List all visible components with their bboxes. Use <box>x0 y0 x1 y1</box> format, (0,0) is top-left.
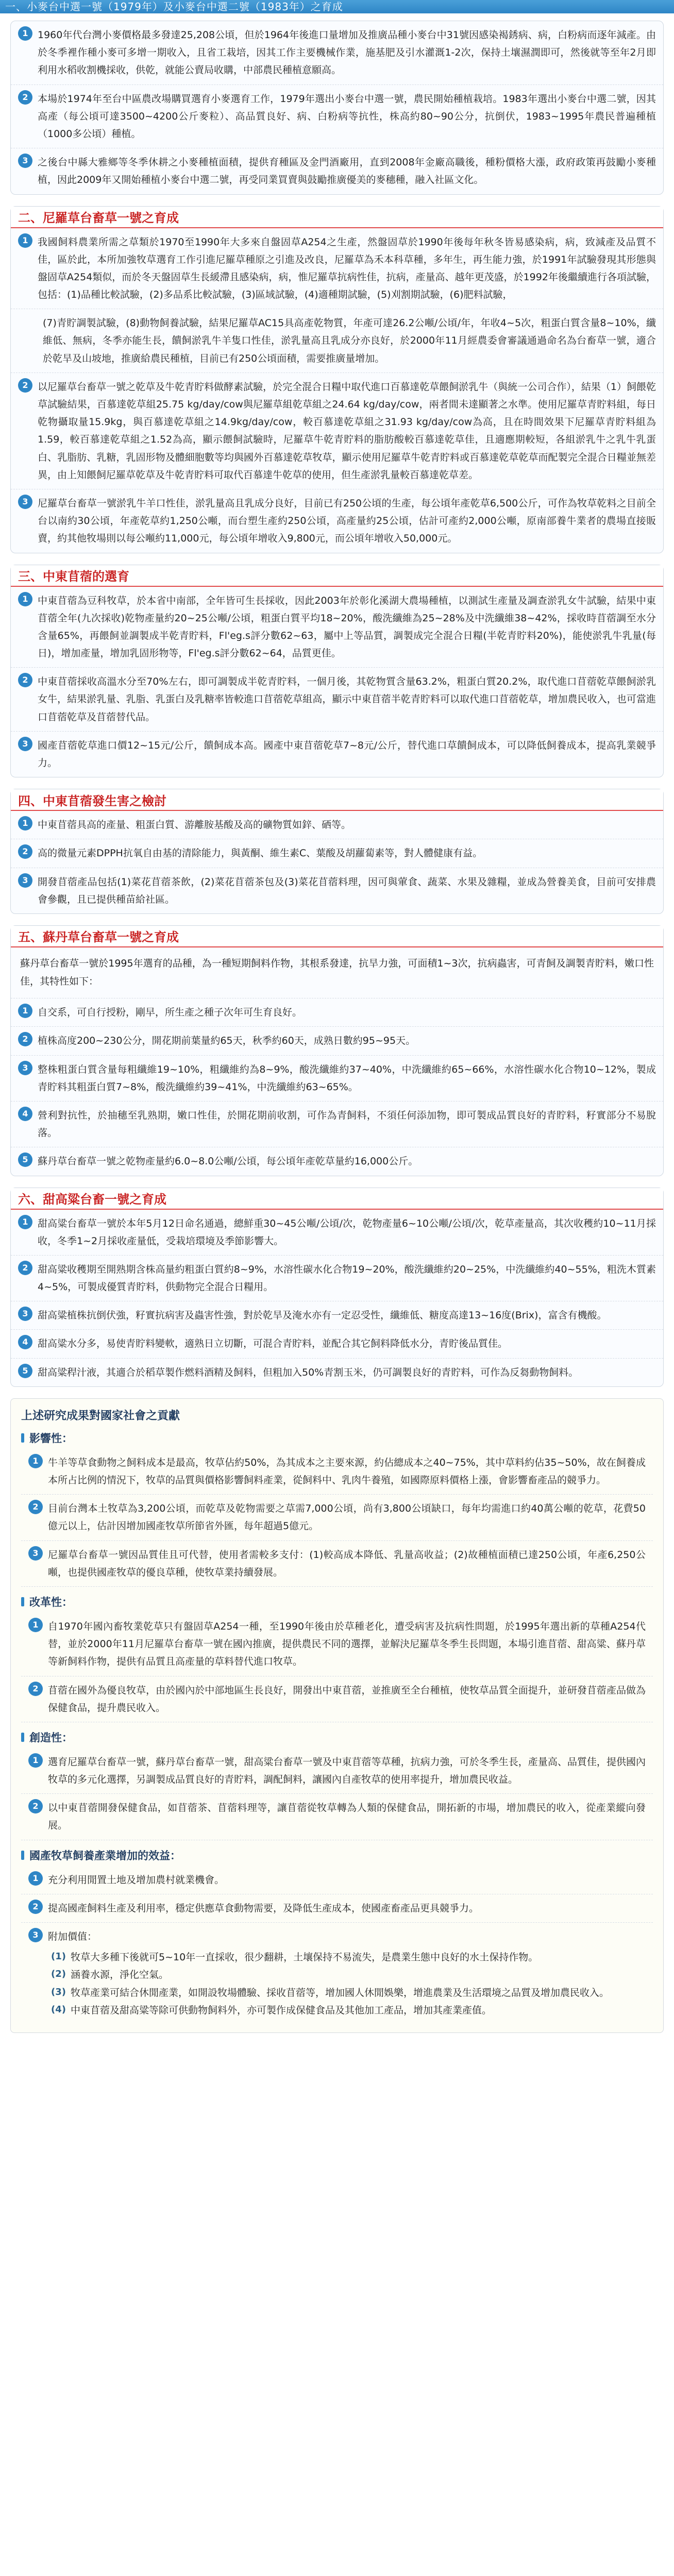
list-item <box>11 309 663 373</box>
item-text: 甜高粱收穫期至開熟期含株高量約粗蛋白質約8~9%，水溶性碳水化合物19~20%，酸洗纖維約20~25%，中洗纖維約40~55%，粗洗木質素4~5%，可製成優質青貯料，供動物完全混合日糧用。 <box>38 1263 656 1293</box>
sub-list-item <box>48 1984 646 2002</box>
list-item <box>11 1301 663 1330</box>
section-title-text: 二、尼羅草台畜草一號之育成 <box>18 211 179 225</box>
sub-item-text: 牧草大多種下後就可5~10年一直採收，很少翻耕，土壤保持不易流失，是農業生態中良好的水土保持作物。 <box>71 1952 538 1963</box>
sub-item-text: 牧草產業可結合休閒產業，如開設牧場體驗、採收苜蓿等，增加國人休閒娛樂，增進農業及生活環境之品質及增加農民收入。 <box>71 1987 610 1998</box>
list-item <box>11 1256 663 1301</box>
item-number: 2 <box>28 1799 43 1814</box>
list-item <box>11 811 663 839</box>
item-text: 選育尼羅草台畜草一號，蘇丹草台畜草一號，甜高粱台畜草一號及中東苜蓿等草種，抗病力強，可於冬季生長，產量高、品質佳，提供國內牧草的多元化選擇，另調製成品質良好的青貯料，調配飼料，讓國內自產牧草的使用率提升，增加農民收益。 <box>48 1756 646 1786</box>
list-item <box>11 1101 663 1147</box>
item-text: 整株粗蛋白質含量每粗纖維19~10%，粗纖維約為8~9%，酸洗纖維約37~40%，中洗纖維約65~66%，水溶性碳水化合物10~12%，製成青貯料其粗蛋白質7~8%，酸洗纖維約39~41%，中洗纖維約63~65%。 <box>38 1063 656 1093</box>
change-heading: 改革性： <box>21 1594 653 1609</box>
list-item <box>21 1676 653 1722</box>
list-item <box>21 1495 653 1540</box>
section-title-text: 四、中東苜蓿發生害之檢討 <box>18 793 166 808</box>
item-text: 中東苜蓿採收高溫水分至70%左右，即可調製成半乾青貯料，一個月後，其乾物質含量63.2%，粗蛋白質20.2%，取代進口苜蓿乾草餵飼淤乳女牛，結果淤乳量、乳脂、乳蛋白及乳糖率皆較進口苜蓿乾草組高，顯示中東苜蓿半乾青貯料可以取代進口苜蓿乾草，增加農民收入，也可當進口苜蓿乾草及苜蓿替代品。 <box>38 676 656 723</box>
sub-list-item <box>48 1948 646 1966</box>
header-title: 一、小麥台中選一號（1979年）及小麥台中選二號（1983年）之育成 <box>5 1 343 13</box>
item-text: 高的微量元素DPPH抗氧自由基的清除能力，與黃酮、維生素C、葉酸及胡蘿蔔素等，對人體健康有益。 <box>38 848 483 859</box>
item-text: 目前台灣本土牧草為3,200公頃，而乾草及乾物需要之草需7,000公頃，尚有3,800公頃缺口，每年均需進口約40萬公噸的乾草，花費50億元以上，估計因增加國產牧草所節省外匯，每年超過5億元。 <box>48 1503 646 1532</box>
list-item <box>11 228 663 310</box>
summary-title: 上述研究成果對國家社會之貢獻 <box>21 1409 180 1422</box>
section-nile-grass <box>10 206 664 553</box>
list-item <box>11 868 663 913</box>
section-title <box>11 926 663 947</box>
list-item <box>11 85 663 149</box>
list-item <box>21 1613 653 1676</box>
section-alfalfa <box>10 565 664 778</box>
item-number: 3 <box>28 1928 43 1942</box>
item-number: 1 <box>18 592 32 606</box>
list-item <box>11 1056 663 1101</box>
list-item <box>11 1027 663 1055</box>
list-item <box>11 1210 663 1256</box>
impact-heading: 影響性： <box>21 1430 653 1446</box>
item-text: 蘇丹草台畜草一號之乾物產量約6.0~8.0公噸/公頃，每公頃年產乾草量約16,000公斤。 <box>38 1156 418 1167</box>
item-text: 苜蓿在國外為優良牧草，由於國內於中部地區生長良好，開發出中東苜蓿，並推廣至全台種植，使牧草品質全面提升，並研發苜蓿產品做為保健食品，提升農民收入。 <box>48 1684 646 1714</box>
item-number: 2 <box>18 673 32 687</box>
list-item <box>11 587 663 668</box>
sub-item-number: (4) <box>51 2004 66 2015</box>
item-number: 3 <box>18 737 32 751</box>
sub-list-item <box>48 1966 646 1984</box>
item-number: 2 <box>18 378 32 393</box>
section-title-text: 五、蘇丹草台畜草一號之育成 <box>18 930 179 945</box>
item-text: 之後台中縣大雅鄉等冬季休耕之小麥種植面積，提供育種區及金門酒廠用，直到2008年金廠高職後，種粉價格大漲，政府政策再鼓勵小麥種植，因此2009年又開始種植小麥台中選二號，再受同業買賣與鼓勵推廣優美的麥穗種，融入社區文化。 <box>38 157 656 186</box>
item-text <box>48 1928 646 2019</box>
item-text: (7)青貯調製試驗，(8)動物飼養試驗，結果尼羅草AC15具高產乾物質，年產可達26.2公噸/公頃/年，年收4~5次，粗蛋白質含量8~10%，纖維低、無病，冬季亦能生長，饋飼淤乳牛羊隻口性佳，淤乳量高且乳成分亦良好，於2000年11月經農委會審議通過命名為台畜草一號，適合於乾旱及山坡地，推廣給農民種植，目前已有250公頃面積，需要推廣量增加。 <box>43 317 656 364</box>
item-number: 3 <box>28 1546 43 1561</box>
item-number: 4 <box>18 1335 32 1349</box>
item-number: 1 <box>28 1454 43 1468</box>
list-item <box>21 1748 653 1794</box>
list-item <box>21 1866 653 1894</box>
section-title-text: 六、甜高粱台畜一號之育成 <box>18 1192 166 1207</box>
list-item <box>11 1359 663 1386</box>
sub-item-number: (3) <box>51 1986 66 1997</box>
item-number: 5 <box>18 1364 32 1378</box>
list-item <box>21 1794 653 1840</box>
sub-item-text: 涵養水源，淨化空氣。 <box>71 1969 169 1981</box>
list-item <box>21 1923 653 2024</box>
list-item <box>21 1449 653 1495</box>
item-number: 2 <box>18 1032 32 1046</box>
item-text: 開發苜蓿產品包括(1)菜花苜蓿茶飲，(2)菜花苜蓿茶包及(3)菜花苜蓿料理，因可與葷食、蔬菜、水果及雜糧，並成為營養美食，目前可安排農會參觀，且已提供種苗給社區。 <box>38 876 656 905</box>
item-number: 1 <box>18 26 32 41</box>
section-alfalfa-review <box>10 789 664 914</box>
item-text: 尼羅草台畜草一號因品質佳且可代替，使用者需較多支付：(1)較高成本降低、乳量高收益；(2)故種植面積已達250公頃，年產6,250公噸，也提供國產牧草的優良草種，使牧草業持續發展。 <box>48 1549 646 1578</box>
item-number: 2 <box>18 90 32 105</box>
section-title <box>11 1188 663 1210</box>
item-text: 中東苜蓿具高的產量、粗蛋白質、游離胺基酸及高的礦物質如鋅、硒等。 <box>38 819 351 831</box>
item-number: 3 <box>18 1061 32 1075</box>
item-text: 1960年代台灣小麥價格最多發達25,208公頃，但於1964年後進口量增加及推廣品種小麥台中31號因感染褐銹病、病，白粉病而逐年減產。由於冬季裡作種小麥可多增一期收入，且省工栽培，因其工作主要機械作業，施基肥及引水灌溉1-2次，保持土壤濕潤即可，然後就等至年2月即利用水稻收割機採收，供乾，就能公賣局收購，中部農民種植意願高。 <box>38 29 656 76</box>
item-text: 自1970年國內畜牧業乾草只有盤固草A254一種，至1990年後由於草種老化，遭受病害及抗病性問題，於1995年選出新的草種A254代替，並於2000年11月尼羅草台畜草一號在國內推廣，提供農民不同的選擇，並解決尼羅草冬季生長問題，本場引進苜蓿、甜高粱、蘇丹草等新飼料作物，提供有品質且高產量的草料替代進口牧草。 <box>48 1620 646 1668</box>
contribution-summary <box>10 1398 664 2033</box>
innovation-heading: 創造性： <box>21 1730 653 1745</box>
item-number: 5 <box>18 1153 32 1167</box>
item-text: 植株高度200~230公分，開花期前葉量約65天，秋季約60天，成熟日數約95~95天。 <box>38 1035 416 1047</box>
sub-item-number: (2) <box>51 1969 66 1980</box>
item-number: 3 <box>18 154 32 168</box>
section-wheat <box>10 21 664 195</box>
item-text: 我國飼料農業所需之草類於1970至1990年大多來自盤固草A254之生產，然盤固草於1990年後每年秋冬皆易感染病，病，致減產及品質不佳，區於此，本所加強牧草選育工作引進尼羅草種原之引進及改良，尼羅草為禾本科草種，多年生，再生能力強，於1991年試驗發現其形態與盤固草A254類似，而於冬天盤固草生長緩滯且感染病，病，惟尼羅草抗病性佳，抗病，產量高、越年更茂盛，於1992年後繼續進行各項試驗，包括：(1)品種比較試驗，(2)多品系比較試驗，(3)區域試驗，(4)適種期試驗，(5)刈割期試驗，(6)肥料試驗， <box>38 236 656 301</box>
list-item <box>11 373 663 489</box>
list-item <box>11 1147 663 1175</box>
item-text: 提高國產飼料生產及利用率，穩定供應草食動物需要，及降低生產成本，使國產畜產品更具競爭力。 <box>48 1902 479 1914</box>
list-item <box>21 1541 653 1587</box>
item-number: 2 <box>28 1682 43 1696</box>
section-sudan-grass <box>10 925 664 1176</box>
item-text: 甜高粱水分多，易使青貯料變軟，適熟日立切斷，可混合青貯料，並配合其它飼料降低水分，青貯後品質佳。 <box>38 1338 508 1350</box>
bottom-spacer <box>0 2040 674 2056</box>
item-lead: 附加價值： <box>48 1931 97 1943</box>
item-text: 甜高粱植株抗倒伏強，籽實抗病害及蟲害性強，對於乾旱及淹水亦有一定忍受性，纖維低、糖度高達13~16度(Brix)，富含有機酸。 <box>38 1310 607 1321</box>
item-number: 1 <box>28 1618 43 1632</box>
item-number: 1 <box>28 1871 43 1886</box>
item-text: 以中東苜蓿開發保健食品，如苜蓿茶、苜蓿料理等，讓苜蓿從牧草轉為人類的保健食品，開拓新的市場，增加農民的收入，從產業縱向發展。 <box>48 1802 646 1832</box>
item-number: 2 <box>28 1900 43 1914</box>
list-item <box>11 148 663 194</box>
item-text: 甜高粱台畜草一號於本年5月12日命名通過，總鮮重30~45公噸/公頃/次，乾物產量6~10公噸/公頃/次，乾草產量高，其次收穫約10~11月採收，冬季1~2月採收產量低，受栽培環境及季節影響大。 <box>38 1217 656 1247</box>
section-title-text: 三、中東苜蓿的選育 <box>18 569 129 584</box>
list-item <box>21 1894 653 1923</box>
section-intro: 蘇丹草台畜草一號於1995年選育的品種，為一種短期飼料作物，其根系發達，抗旱力強，可面積1~3次，抗病蟲害，可青飼及調製青貯料，嫩口性佳，其特性如下： <box>11 947 663 998</box>
item-number: 1 <box>18 1215 32 1229</box>
item-number: 1 <box>18 1004 32 1018</box>
item-number: 2 <box>18 1261 32 1275</box>
page-header <box>0 0 674 13</box>
list-item <box>11 489 663 553</box>
item-text: 甜高粱稈汁液，其適合於稻草製作燃料酒精及飼料，但粗加入50%青割玉米，仍可調製良好的青貯料，可作為反芻動物飼料。 <box>38 1366 579 1378</box>
section-title <box>11 789 663 811</box>
item-number: 3 <box>18 495 32 509</box>
item-number: 4 <box>18 1107 32 1121</box>
section-title <box>11 207 663 228</box>
item-number: 2 <box>28 1500 43 1514</box>
list-item <box>11 732 663 777</box>
item-text: 自交系，可自行授粉，剛早，所生產之種子次年可生育良好。 <box>38 1007 302 1019</box>
item-number: 1 <box>18 816 32 831</box>
sub-item-number: (1) <box>51 1951 66 1962</box>
list-item <box>11 839 663 868</box>
list-item <box>11 21 663 85</box>
item-text: 營利對抗性，於抽穗至乳熟期，嫩口性佳，於開花期前收割，可作為青飼料，不須任何添加物，即可製成品質良好的青貯料，籽實部分不易脫落。 <box>38 1109 656 1139</box>
item-text: 國產苜蓿乾草進口價12~15元/公斤，饋飼成本高。國產中東苜蓿乾草7~8元/公斤，替代進口草饋飼成本，可以降低飼養成本，提高乳業競爭力。 <box>38 739 656 769</box>
benefit-heading: 國產牧草飼養產業增加的效益： <box>21 1848 653 1863</box>
item-text: 牛羊等草食動物之飼料成本是最高，牧草佔約50%，為其成本之主要來源，約佔總成本之40~75%，其中草料約佔35~50%，故在飼養成本所占比例的情況下，牧草的品質與價格影響飼料產業，從飼料中、乳肉牛養殖，如國際原料價格上漲，會影響畜產品的競爭力。 <box>48 1456 646 1486</box>
item-text: 以尼羅草台畜草一號之乾草及牛乾青貯料做酵素試驗，於完全混合日糧中取代進口百慕達乾草餵飼淤乳牛（與統一公司合作），結果（1）飼餵乾草試驗結果，百慕達乾草組25.75 kg/day/cow與尼羅草組乾草組之24.64 kg/day/cow，兩者間未達顯著之水準。使用尼羅草青貯料組，每日乾物攝取量15.9kg，與百慕達乾草組之14.9kg/day/cow，較百慕達乾草組之31.93 kg/day/cow為高，且在時間效果下尼羅草青貯料組為1.59，較百慕達乾草組之1.52為高，顯示餵飼試驗時，尼羅草牛乾青貯料的脂肪酸較百慕達乾草佳，且適應期較短，各組淤乳牛之乳牛乳蛋白、乳脂肪、乳糖，乳固形物及體細胞數等均與國外百慕達乾草牧草，顯示使用尼羅草牛乾青貯料或百慕達乾草乾草而配製完全混合日糧並無差異，由上知餵飼尼羅草乾草及牛乾青貯料可取代百慕達牛乾草的使用，但生產淤乳量較百慕達乾草差。 <box>38 381 656 481</box>
sub-item-text: 中東苜蓿及甜高粱等除可供動物飼料外，亦可製作成保健食品及其他加工產品，增加其產業產值。 <box>71 2004 492 2016</box>
item-number: 2 <box>18 844 32 859</box>
item-text: 本場於1974年至台中區農改場購買選育小麥選育工作，1979年選出小麥台中選一號，農民開始種植栽培。1983年選出小麥台中選二號，因其高產（每公頃可達3500~4200公斤麥粒）、高品質良好、病、白粉病等抗性，株高約80~90公分，抗倒伏，1983~1995年農民普遍種植（1000多公頃）種植。 <box>38 93 656 140</box>
list-item <box>11 1330 663 1358</box>
list-item <box>11 998 663 1027</box>
item-text: 充分利用閒置土地及增加農村就業機會。 <box>48 1874 225 1886</box>
sub-list-item <box>48 2002 646 2019</box>
item-number: 3 <box>18 1307 32 1321</box>
list-item <box>11 668 663 732</box>
item-number: 3 <box>18 873 32 888</box>
item-text: 尼羅草台畜草一號淤乳牛羊口性佳，淤乳量高且乳成分良好，目前已有250公頃的生產，每公頃年產乾草6,500公斤，可作為牧草乾料之目前全台以南約30公頃，年產乾草約1,250公噸，而台塑生產約250公頃，高產量約25公頃，估計可產約2,000公噸，原南部養牛業者的農場直接販賣，約其他牧場則以每公噸約11,000元，每公頃年增收入9,800元，而公頃年增收入50,000元。 <box>38 497 656 545</box>
section-title <box>11 565 663 587</box>
item-text: 中東苜蓿為豆科牧草，於本省中南部，全年皆可生長採收，因此2003年於彰化溪湖大農場種植，以測試生產量及調查淤乳女牛試驗，結果中東苜蓿全年(九次採收)乾物產量約20~25公噸/公頃，粗蛋白質平均18~20%，酸洗纖維為25~28%及中洗纖維38~42%，採收時苜蓿調至水分含量65%，再餵飼並調製成半乾青貯料，Fl'eg.s評分數62~63，屬中上等品質，調製成完全混合日糧(半乾青貯料20%)，能使淤乳牛乳量(每日)，增加產量，增加乳固形物等，Fl'eg.s評分數62~64，品質更佳。 <box>38 595 656 659</box>
section-sweet-sorghum <box>10 1188 664 1387</box>
value-sub-list <box>48 1948 646 2019</box>
item-number: 1 <box>28 1753 43 1768</box>
item-number: 1 <box>18 233 32 248</box>
